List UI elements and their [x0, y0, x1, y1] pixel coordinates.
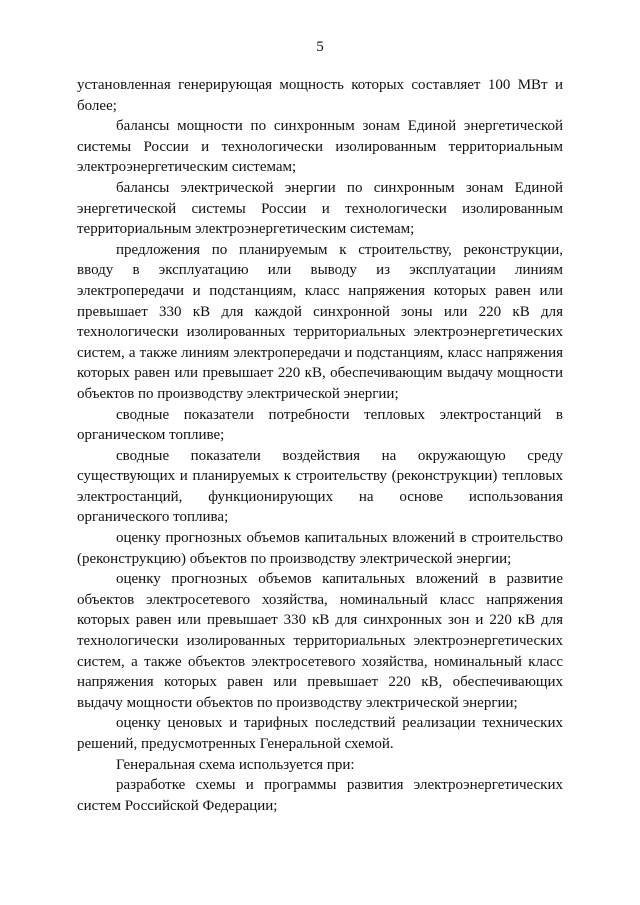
- paragraph: установленная генерирующая мощность которых составляет 100 МВт и более;: [77, 77, 563, 114]
- paragraph: сводные показатели потребности тепловых электростанций в органическом топливе;: [77, 406, 563, 444]
- paragraph: балансы электрической энергии по синхронным зонам Единой энергетической системы России и технологически изолированным территориальным электроэнергетическим системам;: [77, 179, 563, 238]
- page-number: 5: [316, 39, 324, 55]
- paragraph: разработке схемы и программы развития электроэнергетических систем Российской Федерации;: [77, 777, 563, 814]
- paragraph: Генеральная схема используется при:: [116, 756, 355, 773]
- paragraph: оценку ценовых и тарифных последствий реализации технических решений, предусмотренных Генеральной схемой.: [77, 715, 563, 752]
- paragraph: оценку прогнозных объемов капитальных вложений в развитие объектов электросетевого хозяйства, номинальный класс напряжения которых равен или превышает 330 кВ для синхронных зон и 220 кВ для технологически изолированных территориальных электроэнергетических систем, а также объектов электросетевого хозяйства, номинальный класс напряжения которых равен или превышает 220 кВ, обеспечивающих выдачу мощности объектов по производству электрической энергии;: [77, 571, 563, 711]
- paragraph: оценку прогнозных объемов капитальных вложений в строительство (реконструкцию) объектов по производству электрической энергии;: [77, 530, 563, 567]
- paragraph: балансы мощности по синхронным зонам Единой энергетической системы России и технологически изолированным территориальным электроэнергетическим системам;: [77, 118, 563, 176]
- document-body: [77, 75, 563, 816]
- paragraph: предложения по планируемым к строительству, реконструкции, вводу в эксплуатацию или выводу из эксплуатации линиям электропередачи и подстанциям, класс напряжения которых равен или превышает 330 кВ для каждой синхронной зоны или 220 кВ для технологически изолированных территориальных электроэнергетических систем, а также линиям электропередачи и подстанциям, класс напряжения которых равен или превышает 220 кВ, обеспечивающим выдачу мощности объектов по производству электрической энергии;: [77, 241, 563, 402]
- paragraph: сводные показатели воздействия на окружающую среду существующих и планируемых к строительству (реконструкции) тепловых электростанций, функционирующих на основе использования органического топлива;: [77, 447, 563, 526]
